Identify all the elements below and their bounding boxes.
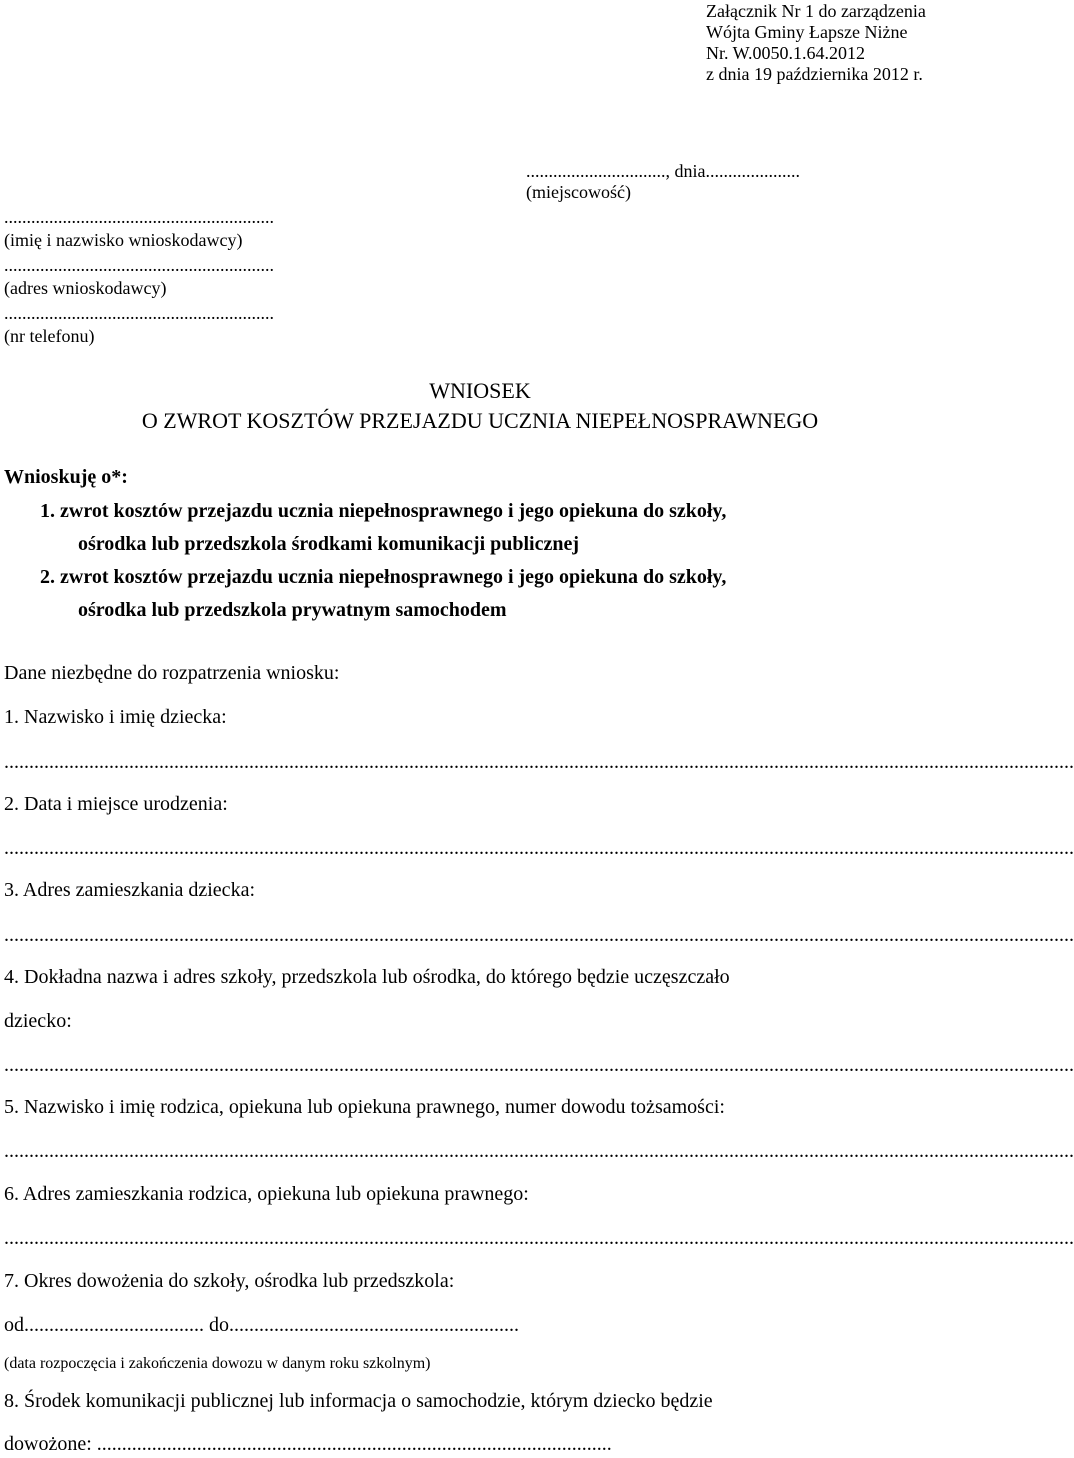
question-3-label: 3. Adres zamieszkania dziecka: <box>4 879 255 901</box>
question-2-answer-field[interactable]: ...................................................................................................................................................................................................................... <box>4 837 1074 859</box>
question-2-label: 2. Data i miejsce urodzenia: <box>4 793 228 815</box>
question-7-caption: (data rozpoczęcia i zakończenia dowozu w danym roku szkolnym) <box>4 1355 431 1372</box>
applicant-name-caption: (imię i nazwisko wnioskodawcy) <box>4 230 243 250</box>
attachment-note-line-1: Załącznik Nr 1 do zarządzenia <box>706 1 926 21</box>
request-option-1-line-1[interactable]: 1. zwrot kosztów przejazdu ucznia niepełnosprawnego i jego opiekuna do szkoły, <box>40 500 727 522</box>
applicant-address-field[interactable]: ............................................................ <box>4 255 274 275</box>
question-8-label-line-1: 8. Środek komunikacji publicznej lub informacja o samochodzie, którym dziecko będzie <box>4 1390 713 1412</box>
attachment-note-line-2: Wójta Gminy Łapsze Niżne <box>706 22 908 42</box>
question-6-label: 6. Adres zamieszkania rodzica, opiekuna lub opiekuna prawnego: <box>4 1183 529 1205</box>
question-1-label: 1. Nazwisko i imię dziecka: <box>4 706 227 728</box>
form-title-line-2: O ZWROT KOSZTÓW PRZEJAZDU UCZNIA NIEPEŁNOSPRAWNEGO <box>141 408 819 433</box>
details-heading: Dane niezbędne do rozpatrzenia wniosku: <box>4 662 340 684</box>
question-6-answer-field[interactable]: ...................................................................................................................................................................................................................... <box>4 1227 1074 1249</box>
question-4-label-line-1: 4. Dokładna nazwa i adres szkoły, przedszkola lub ośrodka, do którego będzie uczęszczało <box>4 966 730 988</box>
place-caption: (miejscowość) <box>526 182 631 202</box>
request-heading: Wnioskuję o*: <box>4 466 128 488</box>
question-7-period-field[interactable]: od.................................... do.......................................................... <box>4 1314 519 1336</box>
question-4-label-line-2: dziecko: <box>4 1010 72 1032</box>
applicant-address-caption: (adres wnioskodawcy) <box>4 278 167 298</box>
question-8-answer-field[interactable]: dowożone: ....................................................................................................... <box>4 1433 612 1455</box>
question-7-label: 7. Okres dowożenia do szkoły, ośrodka lub przedszkola: <box>4 1270 455 1292</box>
request-option-2-line-1[interactable]: 2. zwrot kosztów przejazdu ucznia niepełnosprawnego i jego opiekuna do szkoły, <box>40 566 727 588</box>
place-date-field[interactable]: ..............................., dnia..................... <box>526 161 800 181</box>
question-3-answer-field[interactable]: ...................................................................................................................................................................................................................... <box>4 924 1074 946</box>
form-title-line-1: WNIOSEK <box>429 378 531 403</box>
question-4-answer-field[interactable]: ...................................................................................................................................................................................................................... <box>4 1054 1074 1076</box>
attachment-note-line-3: Nr. W.0050.1.64.2012 <box>706 43 866 63</box>
applicant-phone-caption: (nr telefonu) <box>4 326 95 346</box>
request-option-2-line-2: ośrodka lub przedszkola prywatnym samochodem <box>78 599 507 621</box>
applicant-name-field[interactable]: ............................................................ <box>4 207 274 227</box>
question-5-answer-field[interactable]: ...................................................................................................................................................................................................................... <box>4 1140 1074 1162</box>
question-5-label: 5. Nazwisko i imię rodzica, opiekuna lub opiekuna prawnego, numer dowodu tożsamości: <box>4 1096 725 1118</box>
question-1-answer-field[interactable]: ...................................................................................................................................................................................................................... <box>4 751 1074 773</box>
attachment-note-line-4: z dnia 19 października 2012 r. <box>706 64 923 84</box>
applicant-phone-field[interactable]: ............................................................ <box>4 303 274 323</box>
request-option-1-line-2: ośrodka lub przedszkola środkami komunikacji publicznej <box>78 533 580 555</box>
